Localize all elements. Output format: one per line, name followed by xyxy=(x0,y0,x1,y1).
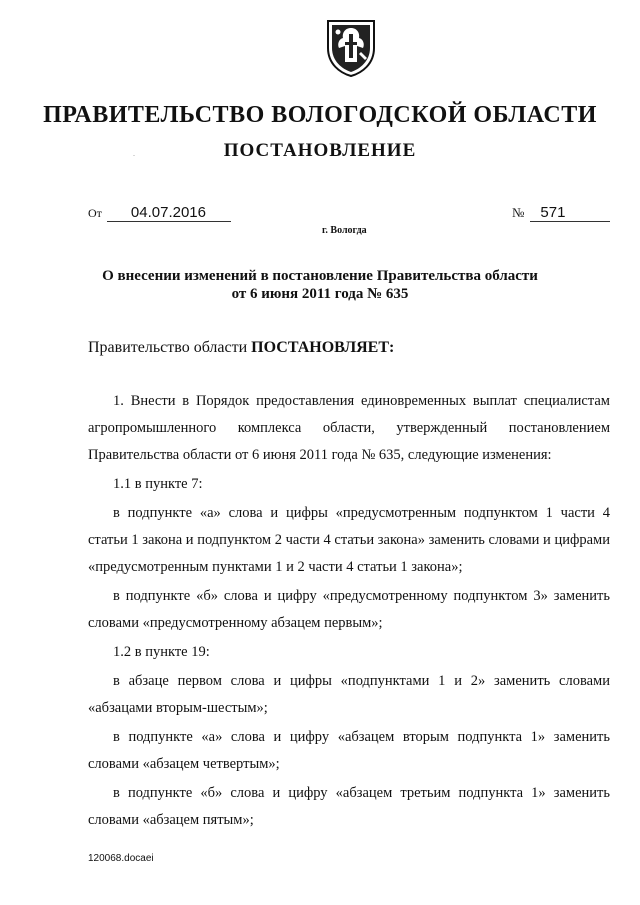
paragraph: в подпункте «б» слова и цифру «предусмотренному подпунктом 3» заменить словами «предусмотренному абзацем первым»; xyxy=(88,588,610,631)
date-field xyxy=(88,204,231,222)
number-label: № xyxy=(512,205,525,220)
scan-artifact: . xyxy=(133,149,135,158)
government-title: ПРАВИТЕЛЬСТВО ВОЛОГОДСКОЙ ОБЛАСТИ xyxy=(43,102,597,128)
number-field xyxy=(512,204,610,222)
paragraph: в подпункте «б» слова и цифру «абзацем третьим подпункта 1» заменить словами «абзацем пятым»; xyxy=(88,785,610,828)
document-type-title: ПОСТАНОВЛЕНИЕ xyxy=(223,140,417,161)
paragraph: 1.1 в пункте 7: xyxy=(113,476,203,492)
preamble xyxy=(88,339,394,357)
subject-line-2: от 6 июня 2011 года № 635 xyxy=(231,286,409,302)
date-value: 04.07.2016 xyxy=(107,204,231,222)
subject-line-1: О внесении изменений в постановление Правительства области xyxy=(102,268,538,284)
coat-of-arms-icon xyxy=(325,18,377,78)
paragraph: 1.2 в пункте 19: xyxy=(113,644,210,660)
date-label: От xyxy=(88,206,102,220)
number-value: 571 xyxy=(530,204,610,222)
paragraph: в абзаце первом слова и цифры «подпунктами 1 и 2» заменить словами «абзацами вторым-шестым»; xyxy=(88,673,610,716)
paragraph: 1. Внести в Порядок предоставления единовременных выплат специалистам агропромышленного комплекса области, утвержденный постановлением Правительства области от 6 июня 2011 года № 635, следующие изменения: xyxy=(88,393,610,463)
paragraph: в подпункте «а» слова и цифру «абзацем вторым подпункта 1» заменить словами «абзацем четвертым»; xyxy=(88,729,610,772)
subject-heading xyxy=(0,267,640,303)
document-body xyxy=(88,388,610,836)
paragraph: в подпункте «а» слова и цифры «предусмотренным подпунктом 1 части 4 статьи 1 закона и подпунктом 2 части 4 статьи закона» заменить словами и цифрами «предусмотренным пунктами 1 и 2 части 4 статьи 1 закона»; xyxy=(88,505,610,575)
preamble-text: Правительство области xyxy=(88,339,248,356)
preamble-emphasis: ПОСТАНОВЛЯЕТ: xyxy=(251,339,395,356)
city-label: г. Вологда xyxy=(322,225,367,236)
file-reference: 120068.docaei xyxy=(88,853,154,864)
